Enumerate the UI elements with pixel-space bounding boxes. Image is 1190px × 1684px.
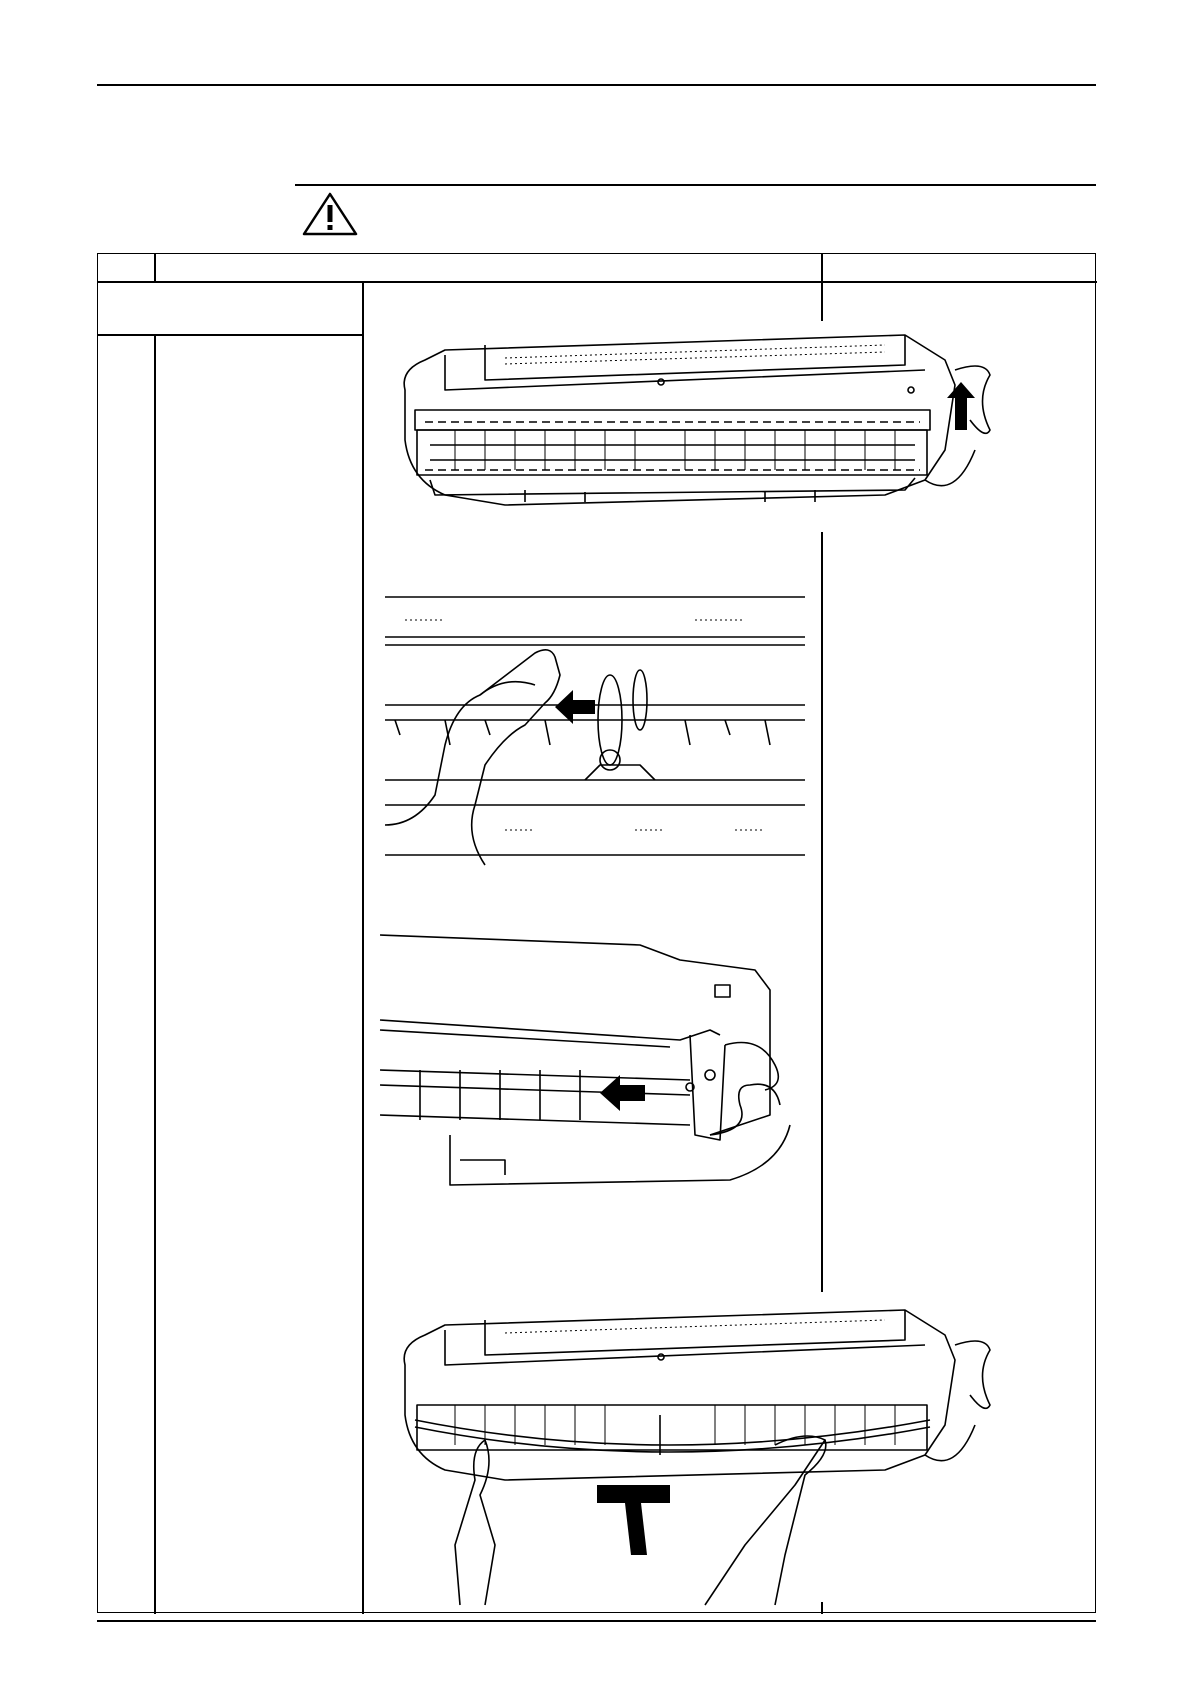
bottom-rule [97,1620,1096,1622]
unit-remove-flap-figure [385,1305,1005,1605]
unit-front-lift-figure [385,330,1005,530]
downward-arrow-icon [597,1485,670,1555]
col-procedure-divider [362,281,364,1614]
step-title-divider [98,334,362,336]
hand-remove-link-figure [385,595,805,865]
warning-section [300,190,360,238]
col-no-divider-body [154,334,156,1614]
caution-rule [295,184,1096,186]
top-rule [97,84,1096,86]
col-points-segment-2 [821,532,823,1292]
col-points-segment-1 [821,281,823,321]
unit-side-link-figure [380,935,810,1205]
table-header-divider [98,281,1097,283]
col-no-divider-top [154,254,156,281]
col-points-divider-header [821,254,823,281]
left-arrow-icon [555,690,595,724]
left-arrow-icon-side [600,1075,645,1111]
warning-triangle-icon [300,190,360,238]
